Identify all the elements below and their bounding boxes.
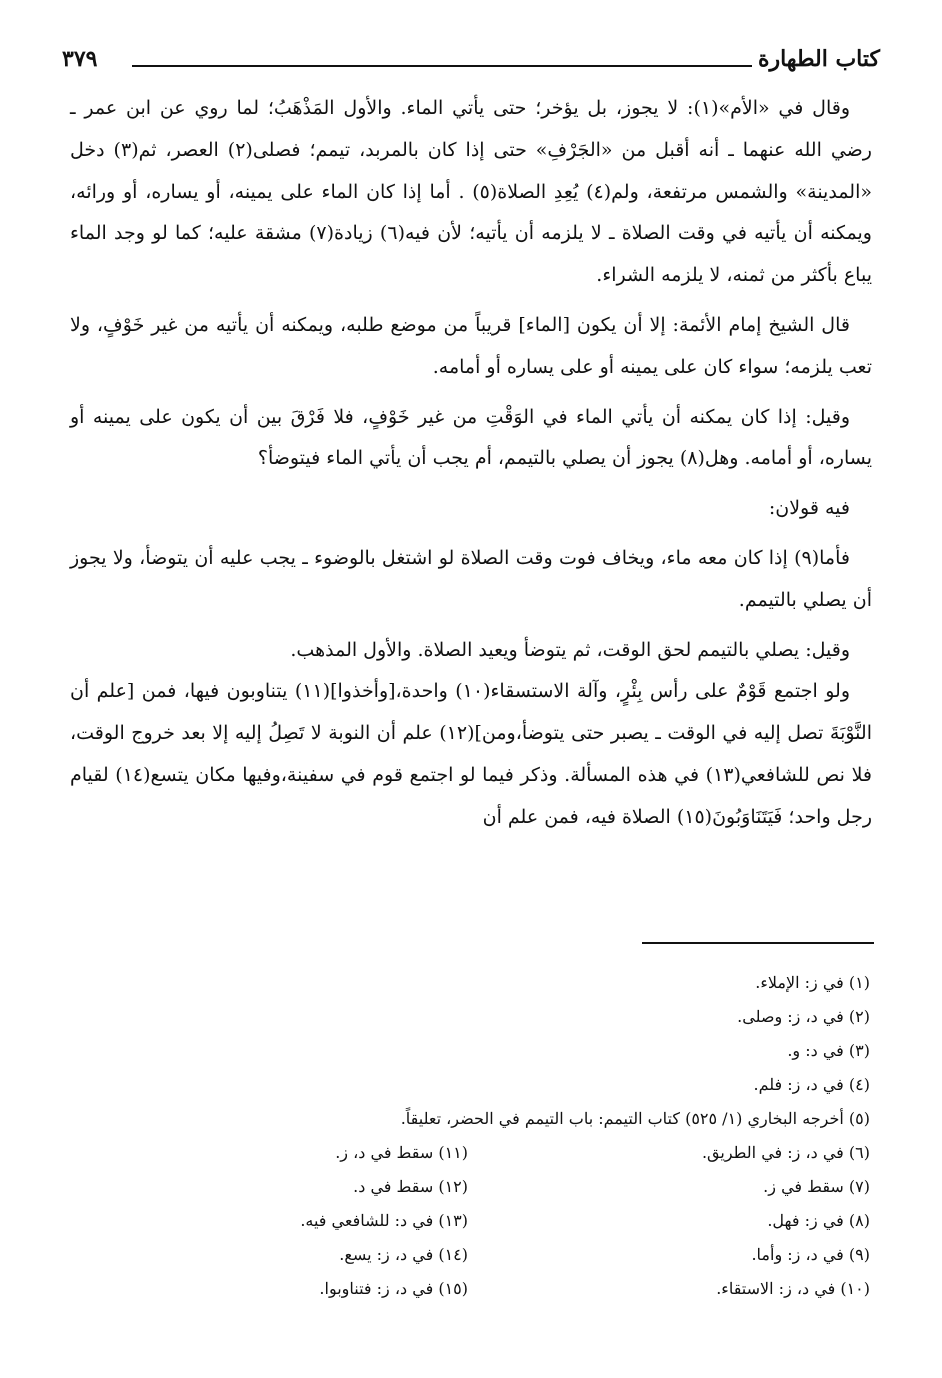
footnotes-right-column <box>610 1136 870 1306</box>
footnote-12: (١٢) سقط في د. <box>353 1177 468 1196</box>
footnote-3: (٣) في د: و. <box>787 1041 870 1060</box>
paragraph-5: فأما(٩) إذا كان معه ماء، ويخاف فوت وقت الصلاة لو اشتغل بالوضوء ـ يجب عليه أن يتوضأ، ولا يجوز أن يصلي بالتيمم. <box>70 546 872 611</box>
footnote-15: (١٥) في د، ز: فتناوبوا. <box>319 1279 468 1298</box>
main-text <box>70 88 872 839</box>
footnote-7: (٧) سقط في ز. <box>763 1177 870 1196</box>
footnote-2: (٢) في د، ز: وصلى. <box>737 1007 870 1026</box>
footnote-separator <box>642 942 874 944</box>
header-title: كتاب الطهارة <box>757 46 880 72</box>
footnote-wide <box>170 1102 870 1136</box>
footnote-6: (٦) في د، ز: في الطريق. <box>701 1143 870 1162</box>
header-rule <box>132 65 752 67</box>
paragraph-1: وقال في «الأم»(١): لا يجوز، بل يؤخر؛ حتى يأتي الماء. والأول المَذْهَبُ؛ لما روي عن ابن عمر ـ رضي الله عنهما ـ أنه أقبل من «الجَرْفِ» حتى إذا كان بالمربد، تيمم؛ فصلى(٢) العصر، ثم(٣) دخل «المدينة» والشمس مرتفعة، ولم(٤) يُعِدِ الصلاة(٥) . أما إذا كان الماء على يمينه، أو يساره، أو ورائه، ويمكنه أن يأتيه في وقت الصلاة ـ لا يلزمه أن يأتيه؛ لأن فيه(٦) زيادة(٧) مشقة عليه؛ كما لو وجد الماء يباع بأكثر من ثمنه، لا يلزمه الشراء. <box>70 97 872 287</box>
paragraph-7: ولو اجتمع قَوْمٌ على رأس بِئْرٍ، وآلة الاستسقاء(١٠) واحدة،[وأخذوا](١١) يتناوبون فيها، فمن [علم أن النَّوْبَةَ تصل إليه في الوقت ـ يصبر حتى يتوضأ،ومن](١٢) علم أن النوبة لا تَصِلُ إليه إلا بعد خروج الوقت، فلا نص للشافعي(١٣) في هذه المسألة. وذكر فيما لو اجتمع قوم في سفينة،وفيها مكان يتسع(١٤) لقيام رجل واحد؛ فَيَتَنَاوَبُونَ(١٥) الصلاة فيه، فمن علم أن <box>70 680 872 828</box>
paragraph-3: وقيل: إذا كان يمكنه أن يأتي الماء في الوَقْتِ من غير خَوْفٍ، فلا فَرْقَ بين أن يكون على يمينه أو يساره، أو أمامه. وهل(٨) يجوز أن يصلي بالتيمم، أم يجب أن يأتي الماء فيتوضأ؟ <box>70 405 872 470</box>
paragraph-6: وقيل: يصلي بالتيمم لحق الوقت، ثم يتوضأ ويعيد الصلاة. والأول المذهب. <box>290 638 850 661</box>
paragraph-2: قال الشيخ إمام الأئمة: إلا أن يكون [الماء] قريباً من موضع طلبه، ويمكنه أن يأتيه من غير خَوْفٍ، ولا تعب يلزمه؛ سواء كان على يمينه أو على يساره أو أمامه. <box>70 313 872 378</box>
footnote-9: (٩) في د، ز: وأما. <box>751 1245 870 1264</box>
footnote-11: (١١) سقط في د، ز. <box>335 1143 468 1162</box>
footnote-4: (٤) في د، ز: فلم. <box>753 1075 870 1094</box>
footnote-5: (٥) أخرجه البخاري (١/ ٥٢٥) كتاب التيمم: باب التيمم في الحضر، تعليقاً. <box>400 1109 870 1128</box>
footnote-13: (١٣) في د: للشافعي فيه. <box>300 1211 468 1230</box>
paragraph-4: فيه قولان: <box>768 497 850 520</box>
footnote-8: (٨) في ز: فهل. <box>767 1211 870 1230</box>
running-header <box>62 44 880 78</box>
footnotes-top <box>450 966 870 1102</box>
footnote-14: (١٤) في د، ز: يسع. <box>339 1245 468 1264</box>
footnote-10: (١٠) في د، ز: الاستقاء. <box>716 1279 870 1298</box>
footnotes-left-column <box>238 1136 468 1306</box>
footnote-1: (١) في ز: الإملاء. <box>755 973 870 992</box>
page-number: ٣٧٩ <box>62 46 98 72</box>
